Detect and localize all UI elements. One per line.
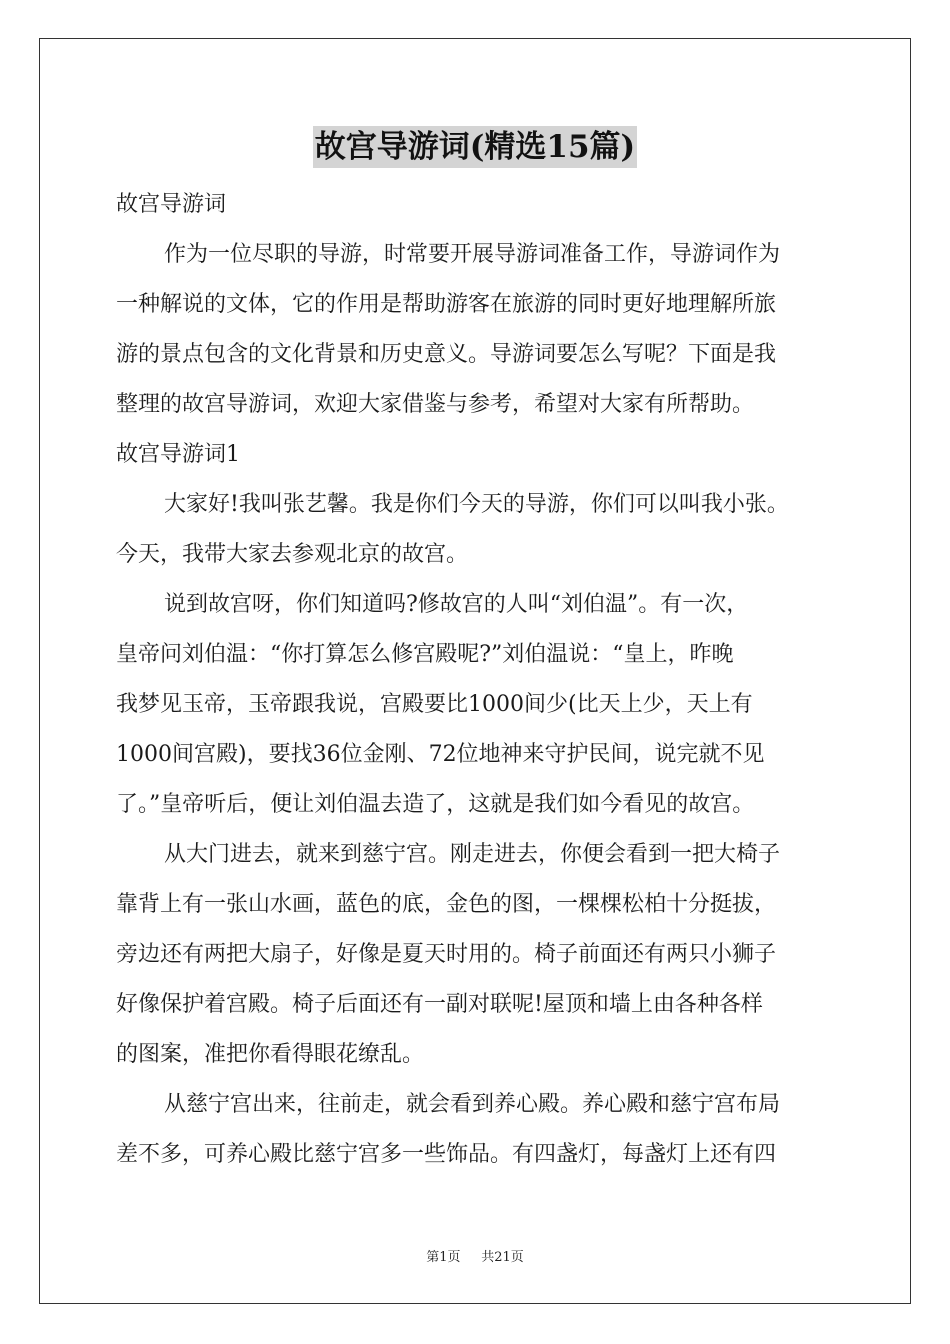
text-line: 差不多，可养心殿比慈宁宫多一些饰品。有四盏灯，每盏灯上还有四 xyxy=(116,1142,777,1167)
page-number: 第1页 xyxy=(426,1250,461,1265)
text-line: 整理的故宫导游词，欢迎大家借鉴与参考，希望对大家有所帮助。 xyxy=(116,392,755,417)
text-line: 靠背上有一张山水画，蓝色的底，金色的图，一棵棵松柏十分挺拔， xyxy=(116,892,777,917)
text-line: 今天，我带大家去参观北京的故宫。 xyxy=(116,542,469,567)
page-footer xyxy=(0,1246,950,1265)
text-line: 的图案，准把你看得眼花缭乱。 xyxy=(116,1042,425,1067)
text-line: 好像保护着宫殿。椅子后面还有一副对联呢!屋顶和墙上由各种各样 xyxy=(116,992,763,1017)
text-line: 皇帝问刘伯温：“你打算怎么修宫殿呢?”刘伯温说：“皇上，昨晚 xyxy=(116,642,734,667)
text-line: 作为一位尽职的导游，时常要开展导游词准备工作，导游词作为 xyxy=(164,242,781,267)
text-line: 旁边还有两把大扇子，好像是夏天时用的。椅子前面还有两只小狮子 xyxy=(116,942,777,967)
text-line: 一种解说的文体，它的作用是帮助游客在旅游的同时更好地理解所旅 xyxy=(116,292,777,317)
text-line: 1000间宫殿)，要找36位金刚、72位地神来守护民间，说完就不见 xyxy=(116,742,765,767)
title-area xyxy=(0,126,950,168)
text-line: 从慈宁宫出来，往前走，就会看到养心殿。养心殿和慈宁宫布局 xyxy=(164,1092,781,1117)
text-line: 从大门进去，就来到慈宁宫。刚走进去，你便会看到一把大椅子 xyxy=(164,842,781,867)
text-line: 说到故宫呀，你们知道吗?修故宫的人叫“刘伯温”。有一次， xyxy=(164,592,749,617)
text-line: 游的景点包含的文化背景和历史意义。导游词要怎么写呢？下面是我 xyxy=(116,342,777,367)
document-title: 故宫导游词(精选15篇) xyxy=(313,126,637,168)
text-line: 故宫导游词 xyxy=(116,192,227,217)
text-line: 了。”皇帝听后，便让刘伯温去造了，这就是我们如今看见的故宫。 xyxy=(116,792,755,817)
text-line: 故宫导游词1 xyxy=(116,442,240,467)
text-line: 我梦见玉帝，玉帝跟我说，宫殿要比1000间少(比天上少，天上有 xyxy=(116,692,753,717)
page-total: 共21页 xyxy=(481,1250,524,1265)
document-body xyxy=(116,180,836,1180)
text-line: 大家好!我叫张艺馨。我是你们今天的导游，你们可以叫我小张。 xyxy=(164,492,789,517)
